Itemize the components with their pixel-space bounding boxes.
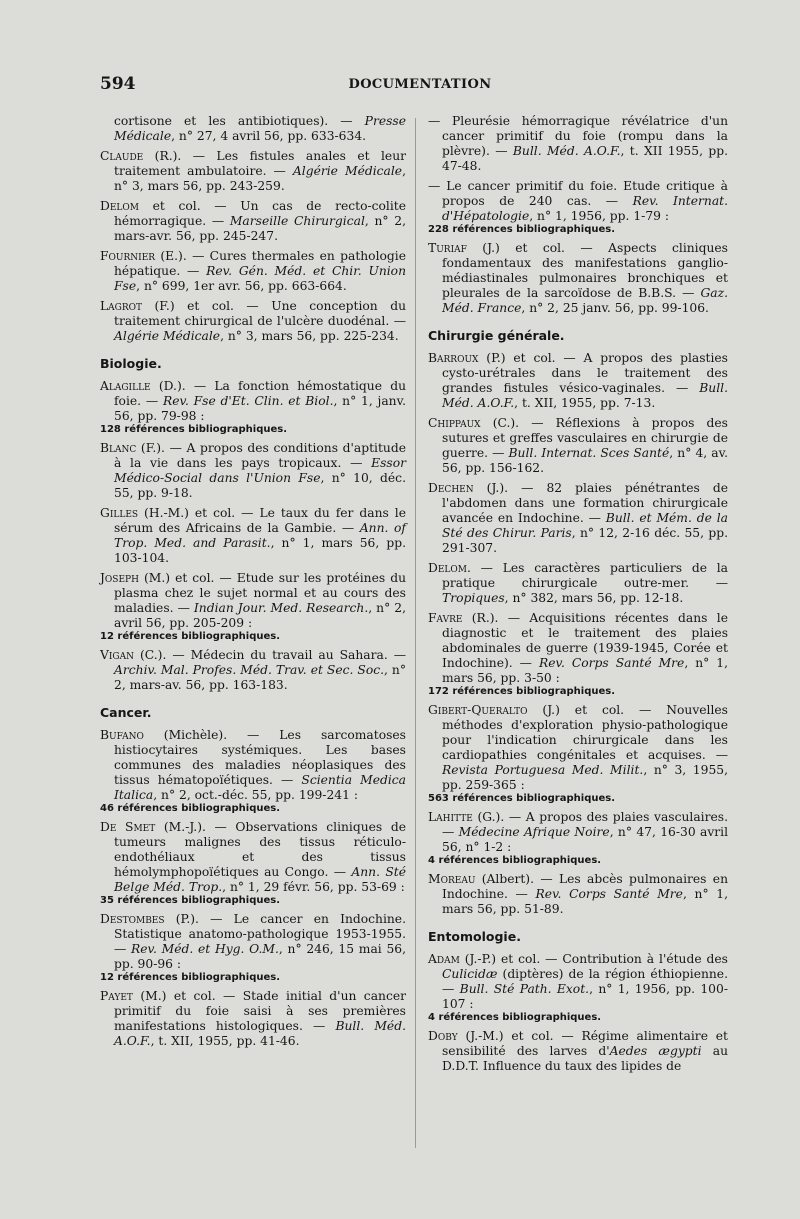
- entry-author: Payet: [100, 989, 133, 1003]
- bibliography-entry: [428, 561, 728, 606]
- entry-text: , t. XII 1955, pp. 47-48.: [442, 144, 728, 173]
- entry-text: — Le cancer primitif du foie. Etude critique à propos de 240 cas. —: [428, 179, 728, 208]
- bibliography-entry: [428, 703, 728, 805]
- entry-author: Dechen: [428, 481, 474, 495]
- bibliography-entry: [100, 249, 406, 294]
- entry-author: Favre: [428, 611, 463, 625]
- bibliography-entry: [428, 416, 728, 476]
- entry-author: Adam: [428, 952, 460, 966]
- entry-text: (P.) et col. — A propos des plasties cysto-urétrales dans le traitement des grandes fistules vésico-vaginales. —: [442, 351, 728, 395]
- entry-text: (F.) et col. — Une conception du traitement chirurgical de l'ulcère duodénal. —: [114, 299, 406, 328]
- entry-references-count: 172 références bibliographiques.: [428, 686, 616, 697]
- entry-author: Moreau: [428, 872, 476, 886]
- entry-author: Vigan: [100, 648, 134, 662]
- entry-text: , n° 2, avril 56, pp. 205-209 :: [114, 601, 407, 630]
- entry-text: , n° 2, 25 janv. 56, pp. 99-106.: [521, 301, 709, 315]
- entry-author: Doby: [428, 1029, 458, 1043]
- entry-text: . — Les caractères particuliers de la pratique chirurgicale outre-mer. —: [442, 561, 728, 590]
- entry-references-count: 35 références bibliographiques.: [100, 895, 281, 906]
- bibliography-entry: [100, 912, 406, 984]
- entry-references-count: 4 références bibliographiques.: [428, 855, 602, 866]
- entry-author: Turiaf: [428, 241, 467, 255]
- entry-text: , t. XII, 1955, pp. 7-13.: [514, 396, 656, 410]
- entry-author: Gilles: [100, 506, 139, 520]
- entry-author: Gibert-Queralto: [428, 703, 528, 717]
- column-divider: [415, 118, 416, 1148]
- entry-text: , n° 2, mars-avr. 56, pp. 245-247.: [114, 214, 406, 243]
- entry-text: , n° 2, mars-av. 56, pp. 163-183.: [114, 663, 407, 692]
- entry-text: , n° 1, 29 févr. 56, pp. 53-69 :: [222, 880, 405, 894]
- entry-text: , n° 382, mars 56, pp. 12-18.: [504, 591, 684, 605]
- entry-text: et col. — Un cas de recto-colite hémorragique. —: [114, 199, 406, 228]
- entry-text: (diptères) de la région éthiopienne. —: [442, 967, 728, 996]
- entry-text: , n° 27, 4 avril 56, pp. 633-634.: [171, 129, 367, 143]
- entry-journal: Gaz. Méd. France: [442, 286, 728, 315]
- entry-references-count: 563 références bibliographiques.: [428, 793, 616, 804]
- entry-journal: Rev. Fse d'Et. Clin. et Biol.: [162, 394, 334, 408]
- bibliography-entry: [428, 810, 728, 867]
- section-heading: Cancer.: [100, 705, 152, 720]
- bibliography-entry: [100, 199, 406, 244]
- entry-author: Barroux: [428, 351, 479, 365]
- section-heading: Entomologie.: [428, 929, 521, 944]
- bibliography-entry: [428, 114, 728, 174]
- entry-text: , n° 1, mars 56, pp. 3-50 :: [442, 656, 728, 685]
- entry-text: , n° 4, av. 56, pp. 156-162.: [442, 446, 728, 475]
- entry-text: , t. XII, 1955, pp. 41-46.: [150, 1034, 300, 1048]
- entry-text: , n° 246, 15 mai 56, pp. 90-96 :: [114, 942, 406, 971]
- entry-text: , n° 699, 1er avr. 56, pp. 663-664.: [136, 279, 347, 293]
- entry-text: (G.). — A propos des plaies vasculaires. —: [442, 810, 728, 839]
- entry-text: (D.). — La fonction hémostatique du foie. —: [114, 379, 406, 408]
- bibliography-entry: [100, 379, 406, 436]
- entry-journal: Marseille Chirurgical: [229, 214, 365, 228]
- entry-journal: Archiv. Mal. Profes. Méd. Trav. et Sec. Soc.: [114, 663, 385, 677]
- entry-references-count: 228 références bibliographiques.: [428, 224, 616, 235]
- entry-text: (Michèle). — Les sarcomatoses histiocytaires systémiques. Les bases communes des maladies néoplasiques des tissus hématopoïétiques. —: [114, 728, 406, 787]
- entry-journal: Algérie Médicale: [292, 164, 403, 178]
- entry-text: , n° 10, déc. 55, pp. 9-18.: [114, 471, 406, 500]
- bibliography-entry: [100, 989, 406, 1049]
- right-column: [428, 114, 728, 1079]
- bibliography-entry: [100, 506, 406, 566]
- entry-author: Fournier: [100, 249, 156, 263]
- bibliography-entry: [428, 179, 728, 236]
- entry-references-count: 12 références bibliographiques.: [100, 972, 281, 983]
- entry-journal: Aedes ægypti: [609, 1044, 702, 1058]
- entry-journal: Ann. Sté Belge Méd. Trop.: [114, 865, 406, 894]
- entry-text: (J.-P.) et col. — Contribution à l'étude des: [459, 952, 728, 966]
- entry-text: (J.) et col. — Nouvelles méthodes d'exploration physio-pathologique pour l'indication chirurgicale dans les cardiopathies congénitales et acquises. —: [442, 703, 728, 762]
- entry-author: Chippaux: [428, 416, 481, 430]
- entry-text: (Albert). — Les abcès pulmonaires en Indochine. —: [442, 872, 728, 901]
- bibliography-entry: [428, 241, 728, 316]
- entry-journal: Culicidæ: [442, 967, 498, 981]
- entry-journal: Indian Jour. Med. Research.: [193, 601, 369, 615]
- bibliography-entry: [100, 820, 406, 907]
- entry-journal: Bull. Méd. A.O.F.: [512, 144, 621, 158]
- entry-text: , n° 1, 1956, pp. 1-79 :: [529, 209, 670, 223]
- entry-text: , n° 1, mars 56, pp. 103-104.: [114, 536, 406, 565]
- entry-text: (M.-J.). — Observations cliniques de tumeurs malignes des tissus réticulo-endothéliaux et des tissus hémolymphopoïétiques au Congo. —: [114, 820, 406, 879]
- entry-text: cortisone et les antibiotiques). —: [114, 114, 365, 128]
- entry-text: (J.) et col. — Aspects cliniques fondamentaux des manifestations ganglio-médiastinales pulmonaires bronchiques et pleurales de la sarcoïdose de B.B.S. —: [442, 241, 728, 300]
- bibliography-entry: [100, 728, 406, 815]
- entry-text: (C.). — Réflexions à propos des sutures et greffes vasculaires en chirurgie de guerre. —: [442, 416, 728, 460]
- entry-text: , n° 2, oct.-déc. 55, pp. 199-241 :: [153, 788, 358, 802]
- entry-journal: Bull. Internat. Sces Santé: [508, 446, 670, 460]
- bibliography-entry: [428, 351, 728, 411]
- entry-continuation: [100, 114, 406, 144]
- entry-author: Destombes: [100, 912, 165, 926]
- entry-text: , n° 1, mars 56, pp. 51-89.: [442, 887, 729, 916]
- entry-text: (C.). — Médecin du travail au Sahara. —: [134, 648, 406, 662]
- entry-journal: Essor Médico-Social dans l'Union Fse: [114, 456, 406, 485]
- entry-journal: Tropiques: [442, 591, 505, 605]
- entry-author: Claude: [100, 149, 144, 163]
- entry-journal: Médecine Afrique Noire: [458, 825, 610, 839]
- entry-text: , n° 1, 1956, pp. 100-107 :: [442, 982, 728, 1011]
- section-heading: Biologie.: [100, 356, 162, 371]
- entry-author: Delom: [100, 199, 139, 213]
- entry-references-count: 128 références bibliographiques.: [100, 424, 288, 435]
- entry-journal: Revista Portuguesa Med. Milit.: [442, 763, 644, 777]
- bibliography-entry: [428, 872, 728, 917]
- entry-text: , n° 12, 2-16 déc. 55, pp. 291-307.: [442, 526, 729, 555]
- entry-journal: Presse Médicale: [114, 114, 406, 143]
- bibliography-entry: [100, 571, 406, 643]
- entry-text: au D.D.T. Influence du taux des lipides de: [442, 1044, 728, 1073]
- entry-text: (P.). — Le cancer en Indochine. Statistique anatomo-pathologique 1953-1955. —: [114, 912, 406, 956]
- entry-text: (R.). — Les fistules anales et leur traitement ambulatoire. —: [114, 149, 406, 178]
- bibliography-entry: [428, 481, 728, 556]
- entry-author: Bufano: [100, 728, 144, 742]
- entry-journal: Algérie Médicale: [114, 329, 221, 343]
- entry-references-count: 4 références bibliographiques.: [428, 1012, 602, 1023]
- bibliography-entry: [100, 648, 406, 693]
- entry-text: (M.) et col. — Etude sur les protéines du plasma chez le sujet normal et au cours des maladies. —: [114, 571, 406, 615]
- entry-text: , n° 3, mars 56, pp. 243-259.: [114, 164, 406, 193]
- page-number: 594: [100, 74, 136, 94]
- entry-text: (R.). — Acquisitions récentes dans le diagnostic et le traitement des plaies abdominales de guerre (1939-1945, Corée et Indochine). —: [442, 611, 728, 670]
- entry-journal: Scientia Medica Italica: [114, 773, 406, 802]
- section-heading: Chirurgie générale.: [428, 328, 565, 343]
- entry-text: (H.-M.) et col. — Le taux du fer dans le sérum des Africains de la Gambie. —: [114, 506, 406, 535]
- entry-text: (J.). — 82 plaies pénétrantes de l'abdomen dans une formation chirurgicale avancée en Indochine. —: [442, 481, 728, 525]
- entry-journal: Rev. Gén. Méd. et Chir. Union Fse: [114, 264, 406, 293]
- entry-journal: Rev. Corps Santé Mre: [535, 887, 683, 901]
- entry-author: Lagrot: [100, 299, 143, 313]
- entry-journal: Bull. Sté Path. Exot.: [459, 982, 590, 996]
- entry-journal: Rev. Corps Santé Mre: [538, 656, 685, 670]
- entry-author: Delom: [428, 561, 467, 575]
- entry-text: , n° 3, mars 56, pp. 225-234.: [220, 329, 399, 343]
- entry-journal: Ann. of Trop. Med. and Parasit.: [114, 521, 406, 550]
- bibliography-entry: [428, 1029, 728, 1074]
- page-header: [100, 74, 740, 98]
- entry-text: , n° 47, 16-30 avril 56, n° 1-2 :: [442, 825, 729, 854]
- entry-journal: Bull. Méd. A.O.F.: [114, 1019, 406, 1048]
- bibliography-entry: [428, 611, 728, 698]
- left-column: [100, 114, 406, 1054]
- entry-author: De Smet: [100, 820, 156, 834]
- entry-author: Lahitte: [428, 810, 473, 824]
- bibliography-entry: [428, 952, 728, 1024]
- entry-text: (F.). — A propos des conditions d'aptitude à la vie dans les pays tropicaux. —: [114, 441, 406, 470]
- bibliography-entry: [100, 149, 406, 194]
- entry-author: Alagille: [100, 379, 151, 393]
- entry-journal: Bull. Méd. A.O.F.: [442, 381, 728, 410]
- entry-references-count: 12 références bibliographiques.: [100, 631, 281, 642]
- entry-text: — Pleurésie hémorragique révélatrice d'un cancer primitif du foie (rompu dans la plèvre). —: [428, 114, 728, 158]
- entry-journal: Rev. Méd. et Hyg. O.M.: [131, 942, 279, 956]
- running-title: DOCUMENTATION: [348, 77, 492, 92]
- entry-text: , n° 1, janv. 56, pp. 79-98 :: [114, 394, 406, 423]
- entry-text: , n° 3, 1955, pp. 259-365 :: [442, 763, 729, 792]
- bibliography-entry: [100, 299, 406, 344]
- entry-text: (M.) et col. — Stade initial d'un cancer primitif du foie saisi à ses premières manifestations histologiques. —: [114, 989, 406, 1033]
- entry-text: (E.). — Cures thermales en pathologie hépatique. —: [114, 249, 406, 278]
- entry-author: Joseph: [100, 571, 139, 585]
- entry-text: (J.-M.) et col. — Régime alimentaire et sensibilité des larves d': [442, 1029, 728, 1058]
- entry-journal: Rev. Internat. d'Hépatologie: [442, 194, 728, 223]
- entry-references-count: 46 références bibliographiques.: [100, 803, 281, 814]
- entry-author: Blanc: [100, 441, 137, 455]
- bibliography-entry: [100, 441, 406, 501]
- entry-journal: Bull. et Mém. de la Sté des Chirur. Paris: [442, 511, 728, 540]
